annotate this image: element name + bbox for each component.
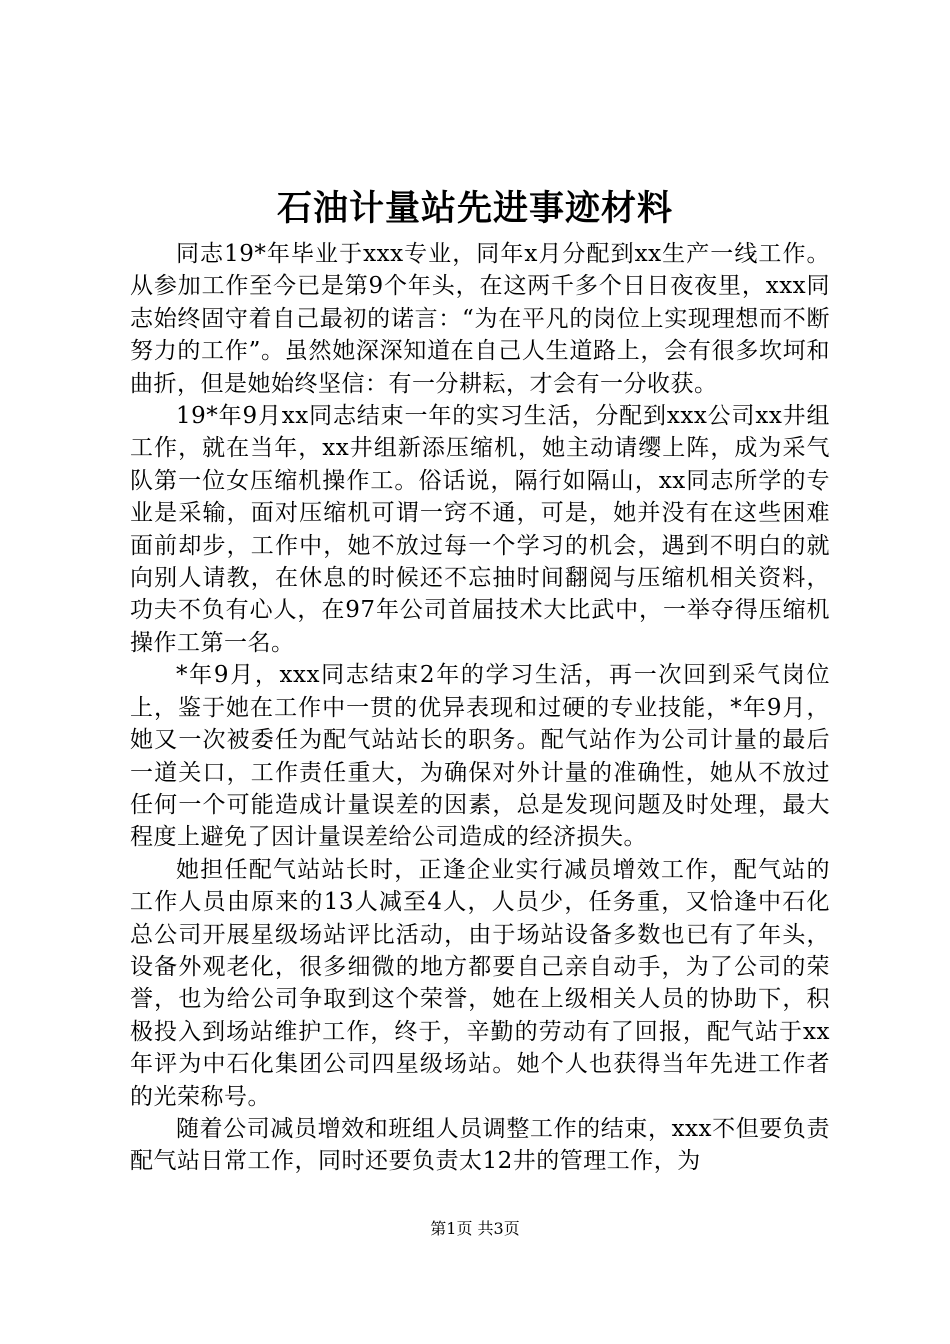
paragraph-2: 19*年9月xx同志结束一年的实习生活，分配到xxx公司xx井组工作，就在当年，xx井组新添压缩机，她主动请缨上阵，成为采气队第一位女压缩机操作工。俗话说，隔行如隔山，xx同志所学的专业是采输，面对压缩机可谓一窍不通，可是，她并没有在这些困难面前却步，工作中，她不放过每一个学习的机会，遇到不明白的就向别人请教，在休息的时候还不忘抽时间翻阅与压缩机相关资料，功夫不负有心人，在97年公司首届技术大比武中，一举夺得压缩机操作工第一名。 [130, 403, 830, 656]
document-title: 石油计量站先进事迹材料 [276, 188, 673, 229]
document-body [130, 238, 830, 1178]
paragraph-1: 同志19*年毕业于xxx专业，同年x月分配到xx生产一线工作。从参加工作至今已是第9个年头，在这两千多个日日夜夜里，xxx同志始终固守着自己最初的诺言：“为在平凡的岗位上实现理想而不断努力的工作”。虽然她深深知道在自己人生道路上，会有很多坎坷和曲折，但是她始终坚信：有一分耕耘，才会有一分收获。 [130, 241, 830, 397]
paragraph-3: *年9月，xxx同志结束2年的学习生活，再一次回到采气岗位上，鉴于她在工作中一贯的优异表现和过硬的专业技能，*年9月，她又一次被委任为配气站站长的职务。配气站作为公司计量的最后一道关口，工作责任重大，为确保对外计量的准确性，她从不放过任何一个可能造成计量误差的因素，总是发现问题及时处理，最大程度上避免了因计量误差给公司造成的经济损失。 [130, 662, 830, 851]
paragraph-4: 她担任配气站站长时，正逢企业实行减员增效工作，配气站的工作人员由原来的13人减至4人，人员少，任务重，又恰逢中石化总公司开展星级场站评比活动，由于场站设备多数也已有了年头，设备外观老化，很多细微的地方都要自己亲自动手，为了公司的荣誉，也为给公司争取到这个荣誉，她在上级相关人员的协助下，积极投入到场站维护工作，终于，辛勤的劳动有了回报，配气站于xx年评为中石化集团公司四星级场站。她个人也获得当年先进工作者的光荣称号。 [130, 856, 830, 1110]
paragraph-5: 随着公司减员增效和班组人员调整工作的结束，xxx不但要负责配气站日常工作，同时还要负责太12井的管理工作，为 [130, 1115, 830, 1175]
page-number-footer: 第1页 共3页 [430, 1219, 520, 1238]
